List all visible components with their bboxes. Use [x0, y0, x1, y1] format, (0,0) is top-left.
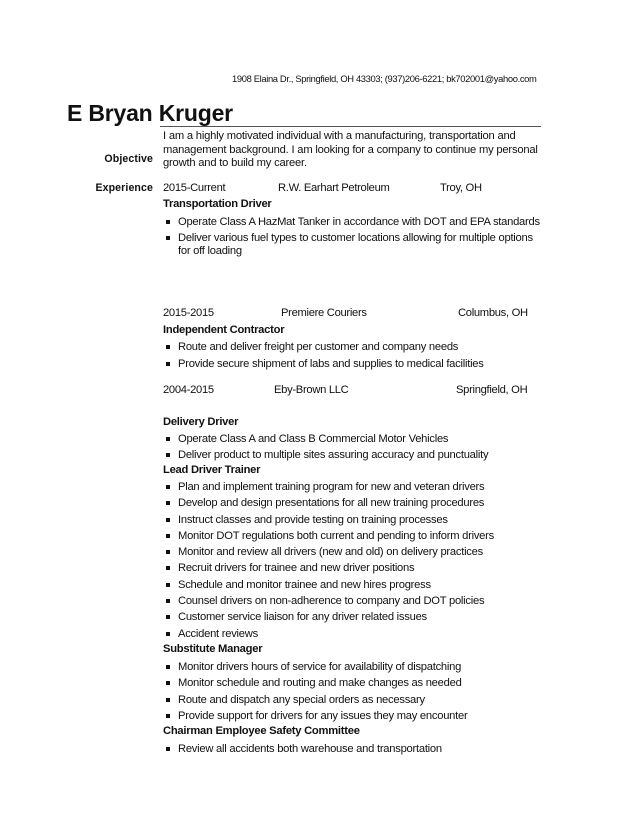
job-bullet-list	[163, 216, 543, 259]
list-item: Provide support for drivers for any issues they may encounter	[163, 710, 543, 723]
job-bullet-list	[163, 341, 543, 371]
bullet-marker	[166, 220, 170, 224]
bullet-marker	[166, 453, 170, 457]
bullet-marker	[166, 362, 170, 366]
list-item: Monitor schedule and routing and make changes as needed	[163, 677, 543, 690]
job-dates: 2015-2015	[163, 307, 214, 319]
job-company: Premiere Couriers	[281, 307, 367, 319]
bullet-marker	[166, 501, 170, 505]
list-item: Deliver product to multiple sites assuring accuracy and punctuality	[163, 449, 543, 462]
job-bullet-list	[163, 661, 543, 723]
bullet-marker	[166, 714, 170, 718]
job-role-title: Delivery Driver	[163, 416, 239, 428]
job-dates: 2015-Current	[163, 182, 226, 194]
bullet-marker	[166, 550, 170, 554]
list-item: Monitor drivers hours of service for availability of dispatching	[163, 661, 543, 674]
job-role-title: Substitute Manager	[163, 643, 263, 655]
bullet-marker	[166, 698, 170, 702]
list-item: Instruct classes and provide testing on training processes	[163, 514, 543, 527]
bullet-marker	[166, 518, 170, 522]
job-header	[163, 307, 553, 322]
list-item: Plan and implement training program for new and veteran drivers	[163, 481, 543, 494]
list-item: Customer service liaison for any driver related issues	[163, 611, 543, 624]
bullet-marker	[166, 632, 170, 636]
bullet-marker	[166, 485, 170, 489]
bullet-marker	[166, 615, 170, 619]
bullet-marker	[166, 599, 170, 603]
bullet-marker	[166, 665, 170, 669]
list-item: Counsel drivers on non-adherence to company and DOT policies	[163, 595, 543, 608]
bullet-marker	[166, 747, 170, 751]
list-item: Develop and design presentations for all new training procedures	[163, 497, 543, 510]
list-item: Monitor and review all drivers (new and old) on delivery practices	[163, 546, 543, 559]
list-item: Schedule and monitor trainee and new hires progress	[163, 579, 543, 592]
bullet-marker	[166, 681, 170, 685]
job-role-title: Lead Driver Trainer	[163, 464, 261, 476]
objective-text: I am a highly motivated individual with a manufacturing, transportation and management background. I am looking for a company to continue my personal growth and to build my career.	[163, 130, 538, 170]
list-item: Deliver various fuel types to customer locations allowing for multiple options for off loading	[163, 232, 543, 258]
job-role-title: Chairman Employee Safety Committee	[163, 725, 360, 737]
objective-label: Objective	[104, 153, 153, 165]
applicant-name: E Bryan Kruger	[67, 100, 233, 126]
list-item: Recruit drivers for trainee and new driver positions	[163, 562, 543, 575]
list-item: Route and deliver freight per customer and company needs	[163, 341, 543, 354]
bullet-marker	[166, 534, 170, 538]
job-location: Columbus, OH	[458, 307, 528, 319]
job-bullet-list	[163, 481, 543, 641]
list-item: Accident reviews	[163, 628, 543, 641]
list-item: Review all accidents both warehouse and transportation	[163, 743, 543, 756]
job-location: Troy, OH	[440, 182, 482, 194]
bullet-marker	[166, 437, 170, 441]
job-location: Springfield, OH	[456, 384, 528, 396]
header-divider	[160, 126, 541, 127]
job-header	[163, 384, 553, 399]
job-dates: 2004-2015	[163, 384, 214, 396]
bullet-marker	[166, 345, 170, 349]
list-item: Operate Class A and Class B Commercial Motor Vehicles	[163, 433, 543, 446]
list-item: Route and dispatch any special orders as necessary	[163, 694, 543, 707]
job-role-title: Independent Contractor	[163, 324, 285, 336]
list-item: Provide secure shipment of labs and supplies to medical facilities	[163, 358, 543, 371]
job-bullet-list	[163, 433, 543, 462]
job-company: Eby-Brown LLC	[274, 384, 349, 396]
list-item: Operate Class A HazMat Tanker in accordance with DOT and EPA standards	[163, 216, 543, 229]
contact-info: 1908 Elaina Dr., Springfield, OH 43303; (937)206-6221; bk702001@yahoo.com	[232, 73, 537, 84]
list-item: Monitor DOT regulations both current and pending to inform drivers	[163, 530, 543, 543]
experience-label: Experience	[95, 182, 153, 194]
bullet-marker	[166, 583, 170, 587]
job-header	[163, 182, 553, 197]
bullet-marker	[166, 236, 170, 240]
job-role-title: Transportation Driver	[163, 198, 272, 210]
bullet-marker	[166, 566, 170, 570]
job-bullet-list	[163, 743, 543, 756]
job-company: R.W. Earhart Petroleum	[278, 182, 390, 194]
